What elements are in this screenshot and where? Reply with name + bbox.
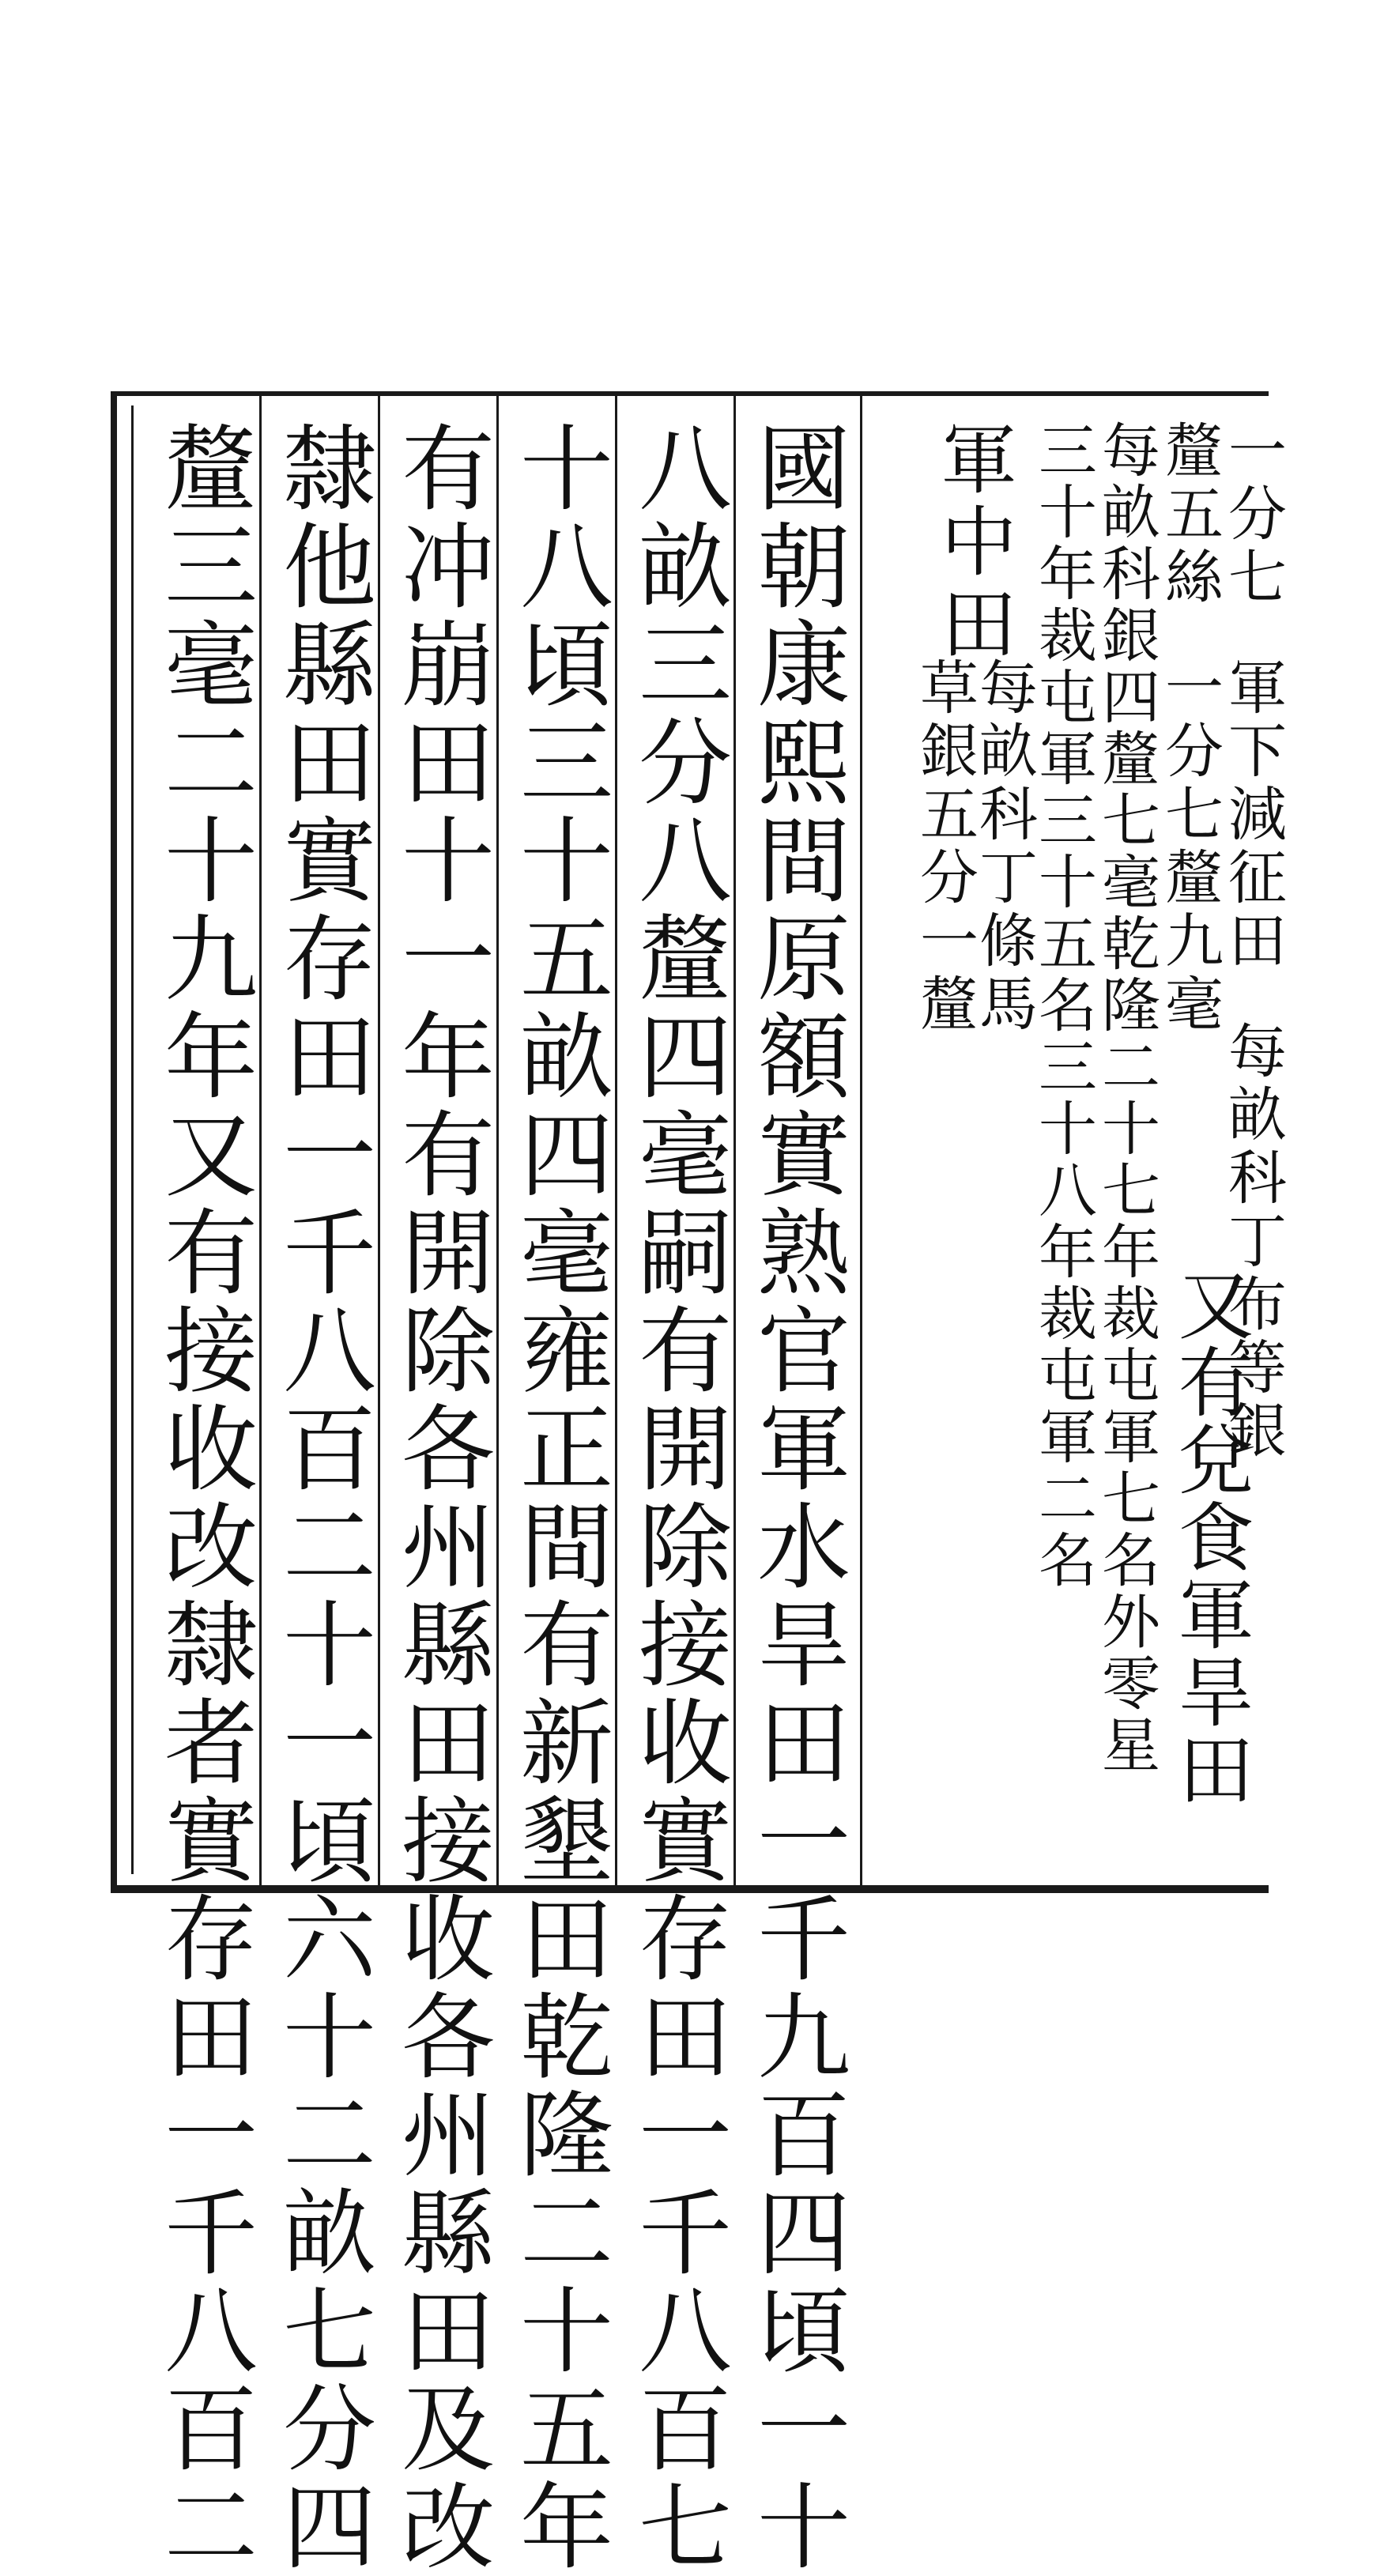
text-column: 三十年裁屯軍三十五名三十八年裁屯軍二名 [1029,420,1097,1591]
text-column: 八畝三分八釐四毫嗣有開除接收實存田一千八百七 [623,420,732,2576]
text-column: 一分七釐九毫 [1156,657,1224,1036]
column-rule [496,396,499,1885]
column-rule [259,396,262,1885]
text-column: 每畝科銀四釐七毫乾隆二十七年裁屯軍七名外零星 [1092,420,1160,1776]
text-column: 釐三毫二十九年又有接收改隸者實存田一千八百二 [149,420,258,2576]
text-column: 隸他縣田實存田一千八百二十一頃六十二畝七分四 [267,420,376,2576]
printed-frame [111,391,1287,2576]
text-column: 軍中田 [929,420,1017,666]
text-column: 國朝康熙間原額實熟官軍水旱田一千九百四頃一十 [741,420,850,2576]
text-column: 軍下減征田 [1219,657,1287,973]
text-column: 每畝科丁條馬 [970,657,1038,1036]
text-column: 一分七 [1219,420,1287,609]
text-column: 每畝科丁布等銀 [1219,1020,1287,1463]
text-column: 草銀五分一釐 [911,657,979,1036]
frame-inner-left-rule [131,405,134,1874]
text-column: 又有兌食軍旱田 [1166,1265,1254,1808]
column-rule [860,396,862,1885]
column-rule [615,396,617,1885]
text-column: 釐五絲 [1156,420,1224,609]
text-column: 有冲崩田十一年有開除各州縣田接收各州縣田及改 [386,420,495,2576]
column-rule [378,396,380,1885]
text-column: 十八頃三十五畝四毫雍正間有新墾田乾隆二十五年 [504,420,613,2576]
column-rule [733,396,736,1885]
